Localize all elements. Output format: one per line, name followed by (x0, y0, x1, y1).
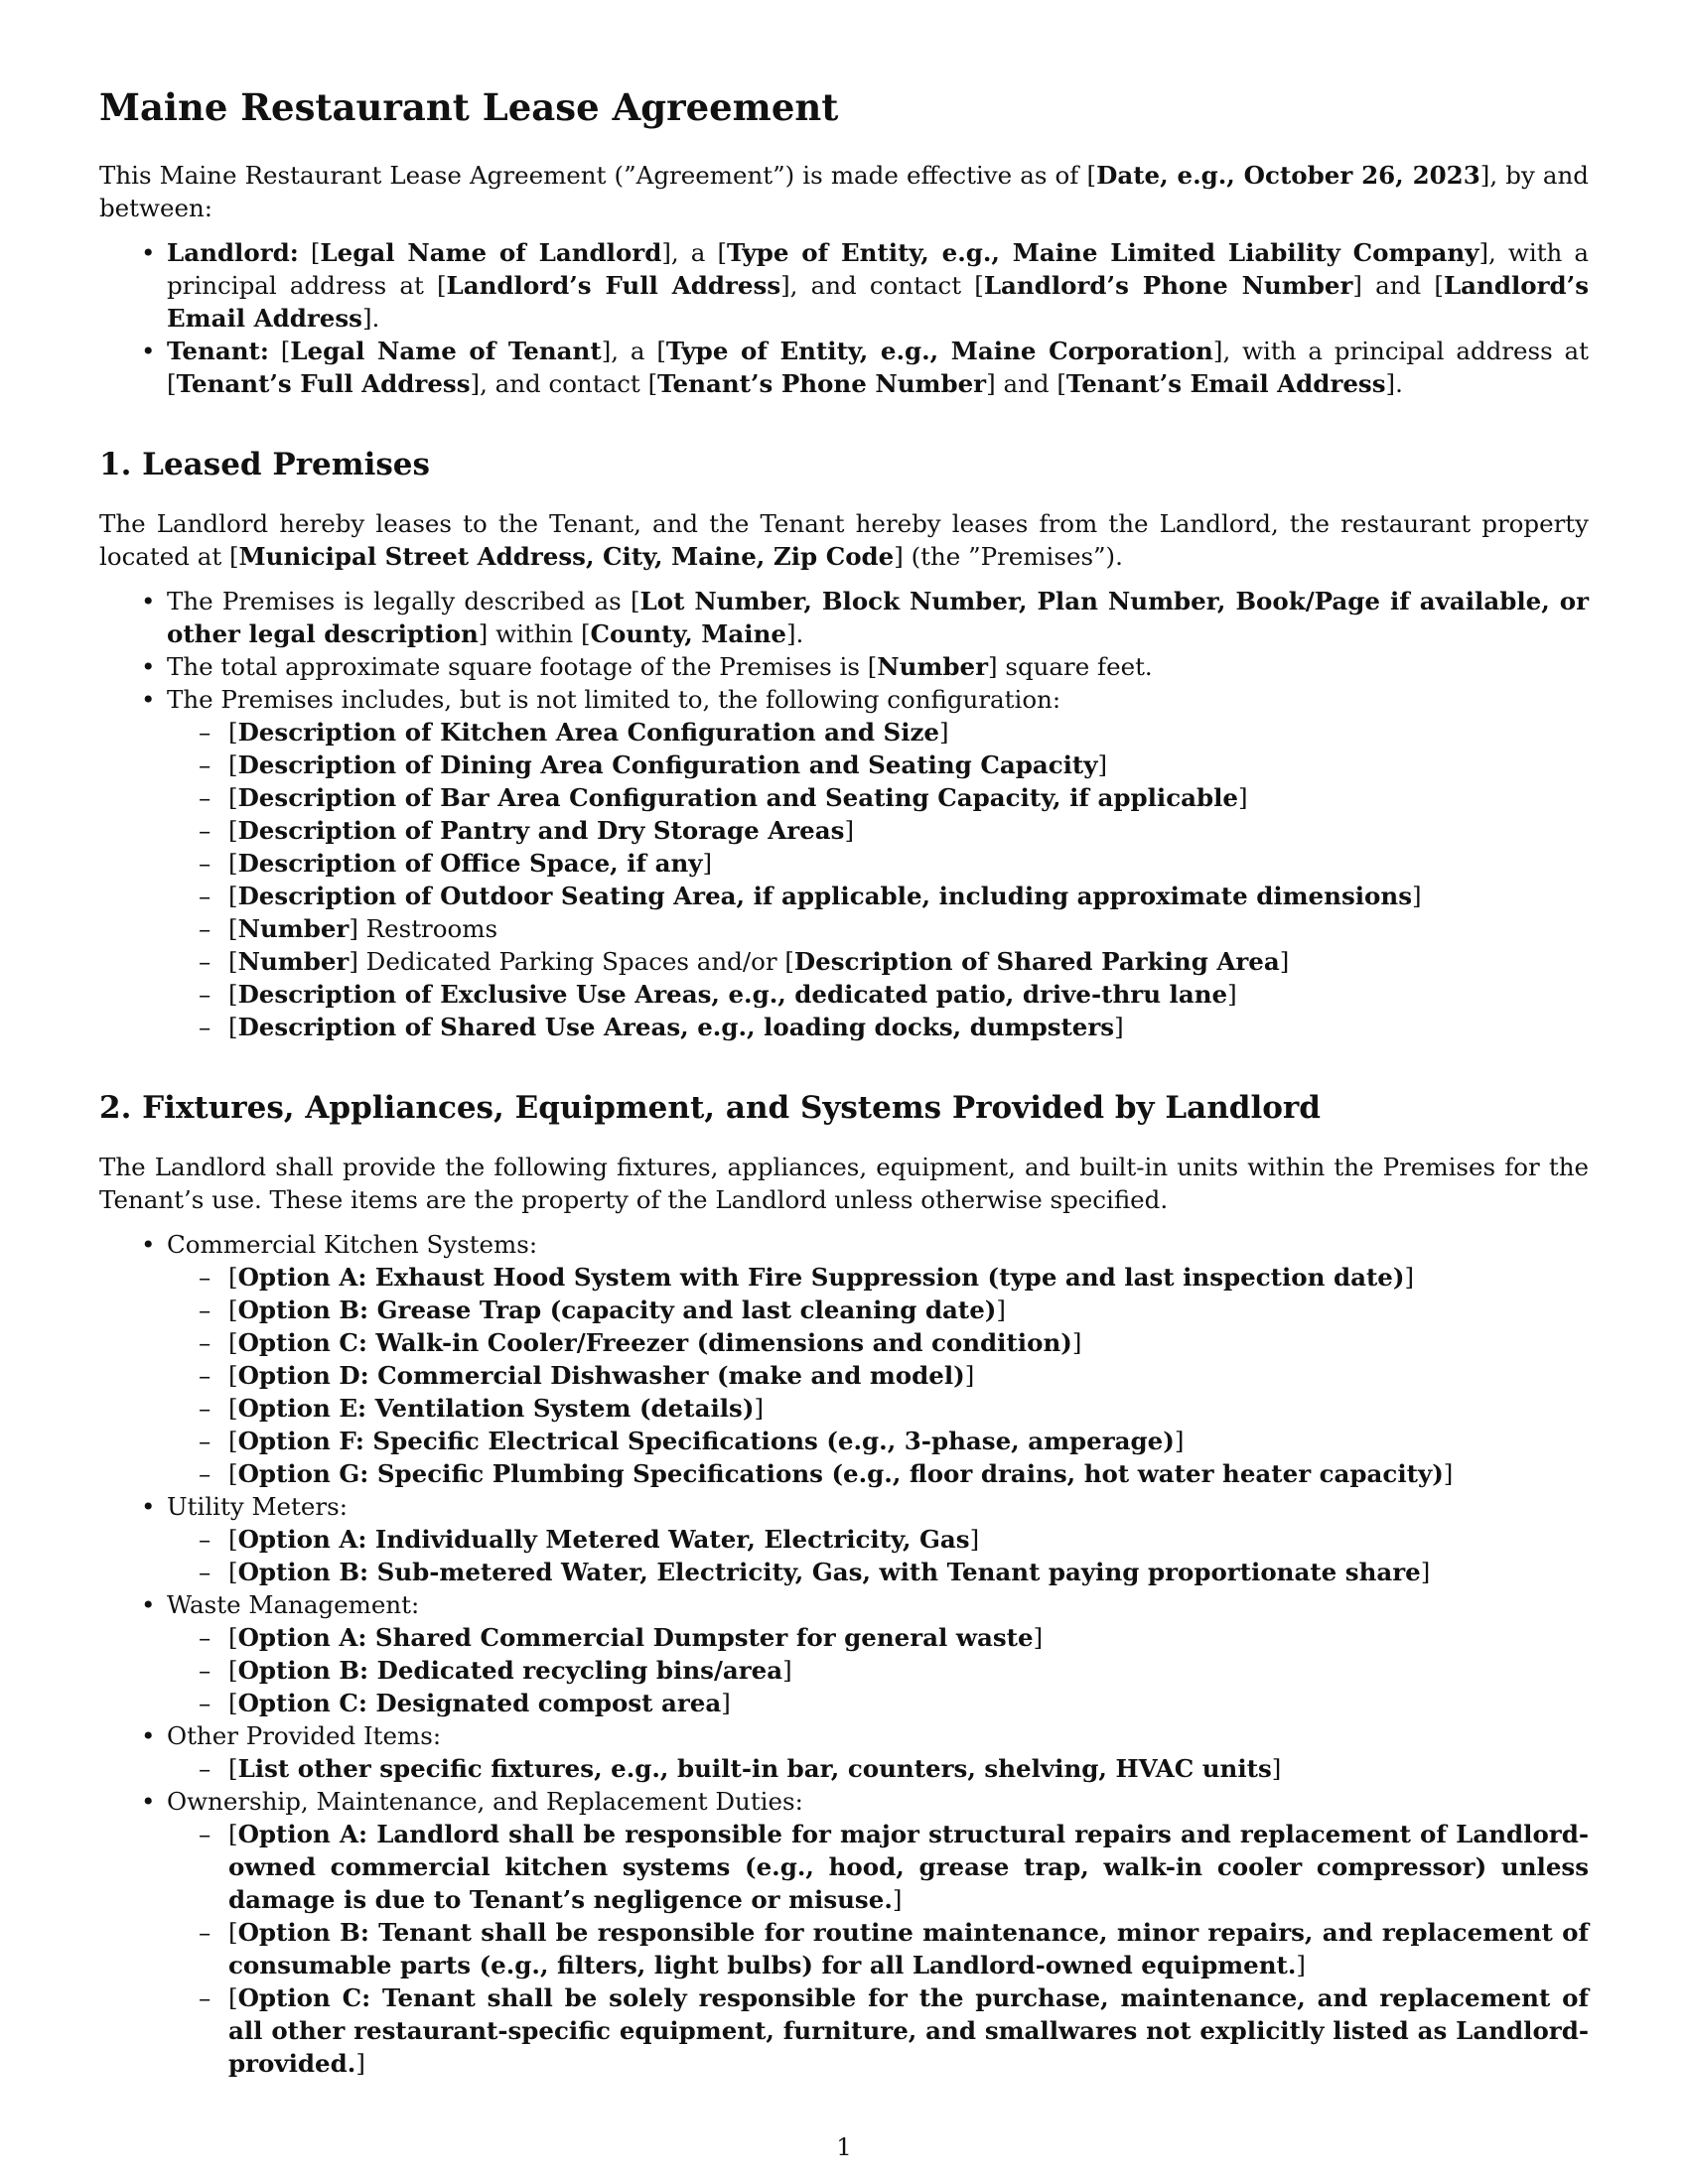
duties-list (167, 1818, 1589, 2080)
section-1-heading: 1. Leased Premises (99, 447, 430, 482)
configuration-item: • The Premises includes, but is not limited to, the following configuration: – [Description of Kitchen Area Configuration and Size] – [Description of Dining Area Configuration and Seating Capacity] – [Description of Bar Area Configuration and Seating Capacity, if applicable] – [Description of Pantry and Dry Storage Areas] – [Description of Office Space, if any] – [Description of Outdoor Seating Area, if applicable, including approximate dimensions] – [Number] Restrooms – [Number] Dedicated Parking Spaces and/or [Description of Shared Parking Area] – [Description of Exclusive Use Areas, e.g., dedicated patio, drive-thru lane] – [Description of Shared Use Areas, e.g., loading docks, dumpsters] (167, 683, 1589, 1043)
page-number: 1 (836, 2132, 852, 2161)
list-item: – [Option A: Individually Metered Water, Electricity, Gas] (228, 1523, 1589, 1556)
list-item: – [Option C: Designated compost area] (228, 1687, 1589, 1719)
section-2-paragraph: The Landlord shall provide the following fixtures, appliances, equipment, and built-in units within the Premises for the Tenant’s use. These items are the property of the Landlord unless otherwise specified. (99, 1153, 1589, 1214)
duties-item: • Ownership, Maintenance, and Replacement Duties: – [Option A: Landlord shall be responsible for major structural repairs and replacement of Landlord-owned commercial kitchen systems (e.g., hood, grease trap, walk-in cooler compressor) unless damage is due to Tenant’s negligence or misuse.] – [Option B: Tenant shall be responsible for routine maintenance, minor repairs, and replacement of consumable parts (e.g., filters, light bulbs) for all Landlord-owned equipment.] – [Option C: Tenant shall be solely responsible for the purchase, maintenance, and replacement of all other restaurant-specific equipment, furniture, and smallwares not explicitly listed as Landlord-provided.] (167, 1785, 1589, 2080)
list-item: – [Description of Outdoor Seating Area, if applicable, including approximate dimensions] (228, 880, 1589, 912)
document-title: Maine Restaurant Lease Agreement (99, 85, 839, 129)
kitchen-systems-list (167, 1261, 1589, 1490)
list-item: – [Option B: Sub-metered Water, Electricity, Gas, with Tenant paying proportionate share] (228, 1556, 1589, 1588)
list-item: – [Option A: Landlord shall be responsible for major structural repairs and replacement of Landlord-owned commercial kitchen systems (e.g., hood, grease trap, walk-in cooler compressor) unless damage is due to Tenant’s negligence or misuse.] (228, 1818, 1589, 1916)
premises-list (99, 585, 1589, 1043)
kitchen-systems-item: • Commercial Kitchen Systems: – [Option A: Exhaust Hood System with Fire Suppression (type and last inspection date)] – [Option B: Grease Trap (capacity and last cleaning date)] – [Option C: Walk-in Cooler/Freezer (dimensions and condition)] – [Option D: Commercial Dishwasher (make and model)] – [Option E: Ventilation System (details)] – [Option F: Specific Electrical Specifications (e.g., 3-phase, amperage)] – [Option G: Specific Plumbing Specifications (e.g., floor drains, hot water heater capacity)] (167, 1228, 1589, 1490)
list-item: – [Option C: Walk-in Cooler/Freezer (dimensions and condition)] (228, 1326, 1589, 1359)
list-item: – [Option B: Dedicated recycling bins/area] (228, 1654, 1589, 1687)
other-items-list (167, 1752, 1589, 1785)
list-item: – [Description of Kitchen Area Configuration and Size] (228, 716, 1589, 749)
fixtures-list (99, 1228, 1589, 2080)
waste-management-item: • Waste Management: – [Option A: Shared Commercial Dumpster for general waste] – [Option B: Dedicated recycling bins/area] – [Option C: Designated compost area] (167, 1588, 1589, 1719)
legal-description-item: • The Premises is legally described as [Lot Number, Block Number, Plan Number, Book/Page if available, or other legal description] within [County, Maine]. (167, 585, 1589, 650)
utility-meters-list (167, 1523, 1589, 1588)
other-items-item: • Other Provided Items: – [List other specific fixtures, e.g., built-in bar, counters, shelving, HVAC units] (167, 1719, 1589, 1785)
list-item: – [Option G: Specific Plumbing Specifications (e.g., floor drains, hot water heater capacity)] (228, 1457, 1589, 1490)
list-item: – [Description of Dining Area Configuration and Seating Capacity] (228, 749, 1589, 781)
list-item: – [Option F: Specific Electrical Specifications (e.g., 3-phase, amperage)] (228, 1425, 1589, 1457)
configuration-list (167, 716, 1589, 1043)
landlord-party: • Landlord: [Legal Name of Landlord], a [Type of Entity, e.g., Maine Limited Liability Company], with a principal address at [Landlord’s Full Address], and contact [Landlord’s Phone Number] and [Landlord’s Email Address]. (167, 236, 1589, 335)
tenant-party: • Tenant: [Legal Name of Tenant], a [Type of Entity, e.g., Maine Corporation], with a principal address at [Tenant’s Full Address], and contact [Tenant’s Phone Number] and [Tenant’s Email Address]. (167, 335, 1589, 400)
utility-meters-item: • Utility Meters: – [Option A: Individually Metered Water, Electricity, Gas] – [Option B: Sub-metered Water, Electricity, Gas, with Tenant paying proportionate share] (167, 1490, 1589, 1588)
list-item: – [Description of Exclusive Use Areas, e.g., dedicated patio, drive-thru lane] (228, 978, 1589, 1011)
list-item: – [Description of Pantry and Dry Storage Areas] (228, 814, 1589, 847)
list-item: – [Option A: Exhaust Hood System with Fire Suppression (type and last inspection date)] (228, 1261, 1589, 1294)
parties-list (99, 236, 1589, 400)
section-2-heading: 2. Fixtures, Appliances, Equipment, and Systems Provided by Landlord (99, 1090, 1321, 1126)
list-item: – [List other specific fixtures, e.g., built-in bar, counters, shelving, HVAC units] (228, 1752, 1589, 1785)
square-footage-item: • The total approximate square footage of the Premises is [Number] square feet. (167, 650, 1589, 683)
list-item: – [Number] Restrooms (228, 912, 1589, 945)
list-item: – [Description of Shared Use Areas, e.g., loading docks, dumpsters] (228, 1011, 1589, 1043)
section-1-paragraph: The Landlord hereby leases to the Tenant, and the Tenant hereby leases from the Landlord, the restaurant property located at [Municipal Street Address, City, Maine, Zip Code] (the ”Premises”). (99, 509, 1589, 571)
intro-paragraph: This Maine Restaurant Lease Agreement (”Agreement”) is made effective as of [Date, e.g., October 26, 2023], by and between: (99, 161, 1589, 222)
list-item: – [Description of Bar Area Configuration and Seating Capacity, if applicable] (228, 781, 1589, 814)
list-item: – [Option A: Shared Commercial Dumpster for general waste] (228, 1621, 1589, 1654)
list-item: – [Option E: Ventilation System (details)] (228, 1392, 1589, 1425)
list-item: – [Option B: Tenant shall be responsible for routine maintenance, minor repairs, and replacement of consumable parts (e.g., filters, light bulbs) for all Landlord-owned equipment.] (228, 1916, 1589, 1981)
list-item: – [Option D: Commercial Dishwasher (make and model)] (228, 1359, 1589, 1392)
waste-management-list (167, 1621, 1589, 1719)
list-item: – [Option B: Grease Trap (capacity and last cleaning date)] (228, 1294, 1589, 1326)
document-page (99, 85, 1589, 2080)
list-item: – [Number] Dedicated Parking Spaces and/or [Description of Shared Parking Area] (228, 945, 1589, 978)
list-item: – [Description of Office Space, if any] (228, 847, 1589, 880)
date-placeholder: Date, e.g., October 26, 2023 (1096, 161, 1480, 190)
list-item: – [Option C: Tenant shall be solely responsible for the purchase, maintenance, and replacement of all other restaurant-specific equipment, furniture, and smallwares not explicitly listed as Landlord-provided.] (228, 1981, 1589, 2080)
